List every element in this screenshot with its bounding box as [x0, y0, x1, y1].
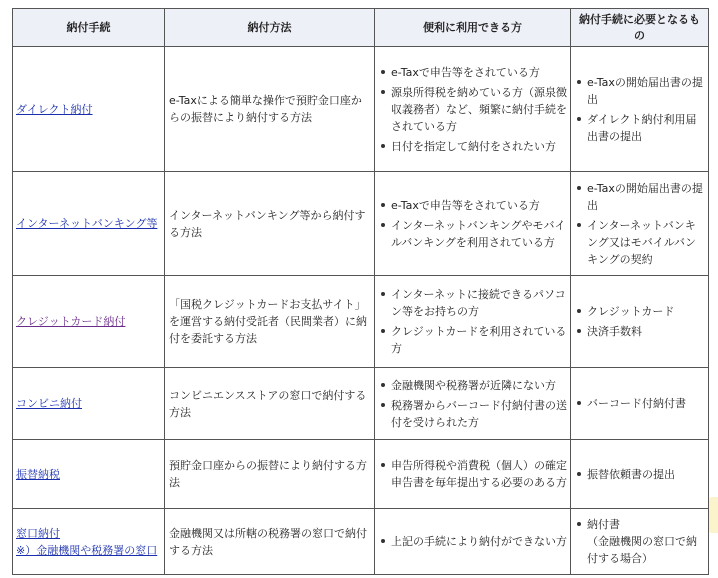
table-header-row [13, 9, 709, 47]
list-item: 振替依頼書の提出 [574, 466, 705, 483]
method-description: インターネットバンキング等から納付する方法 [165, 172, 375, 276]
list-item: ダイレクト納付利用届出書の提出 [574, 111, 705, 145]
list-item: 決済手数料 [574, 323, 705, 340]
procedure-cell [13, 47, 165, 172]
convenience-store-payment-link[interactable]: コンビニ納付 [16, 397, 82, 410]
procedure-cell [13, 509, 165, 575]
method-description: e-Taxによる簡単な操作で預貯金口座からの振替により納付する方法 [165, 47, 375, 172]
direct-payment-link[interactable]: ダイレクト納付 [16, 102, 93, 116]
requirements-cell [571, 47, 709, 172]
header-procedure: 納付手続 [13, 9, 165, 47]
suitable-for-cell [375, 47, 571, 172]
side-feedback-tab[interactable] [709, 497, 718, 533]
list-item: クレジットカードを利用されている方 [378, 323, 567, 357]
list-item: クレジットカード [574, 303, 705, 320]
requirements-cell [571, 172, 709, 276]
table-row-direct-payment [13, 47, 709, 172]
procedure-cell [13, 172, 165, 276]
account-transfer-link[interactable]: 振替納税 [16, 467, 60, 481]
list-item: 申告所得税や消費税（個人）の確定申告書を毎年提出する必要のある方 [378, 457, 567, 491]
list-item: 上記の手続により納付ができない方 [378, 533, 567, 550]
internet-banking-link[interactable]: インターネットバンキング等 [16, 217, 158, 230]
table-row-convenience-store [13, 368, 709, 440]
suitable-for-cell [375, 172, 571, 276]
procedure-cell [13, 368, 165, 440]
header-method: 納付方法 [165, 9, 375, 47]
list-item: 税務署からバーコード付納付書の送付を受けられた方 [378, 397, 567, 431]
list-item: e-Taxの開始届出書の提出 [574, 74, 705, 108]
table-row-internet-banking [13, 172, 709, 276]
method-description: 「国税クレジットカードお支払サイト」を運営する納付受託者（民間業者）に納付を委託する方法 [165, 276, 375, 368]
list-item: e-Taxで申告等をされている方 [378, 197, 567, 214]
payment-methods-table [12, 8, 709, 575]
counter-payment-link[interactable]: 窓口納付 [16, 526, 60, 540]
method-description: コンビニエンスストアの窓口で納付する方法 [165, 368, 375, 440]
method-description: 預貯金口座からの振替により納付する方法 [165, 440, 375, 509]
suitable-for-cell [375, 509, 571, 575]
credit-card-payment-link[interactable]: クレジットカード納付 [16, 315, 126, 328]
table-row-credit-card [13, 276, 709, 368]
list-item: 金融機関や税務署が近隣にない方 [378, 377, 567, 394]
suitable-for-cell [375, 368, 571, 440]
list-item: インターネットに接続できるパソコン等をお持ちの方 [378, 286, 567, 320]
suitable-for-cell [375, 440, 571, 509]
method-description: 金融機関又は所轄の税務署の窓口で納付する方法 [165, 509, 375, 575]
list-item: e-Taxで申告等をされている方 [378, 64, 567, 81]
requirements-cell [571, 276, 709, 368]
requirements-cell [571, 509, 709, 575]
list-item: 納付書 （金融機関の窓口で納付する場合） [574, 516, 705, 567]
list-item: インターネットバンキングやモバイルバンキングを利用されている方 [378, 217, 567, 251]
list-item: インターネットバンキング又はモバイルバンキングの契約 [574, 217, 705, 268]
suitable-for-cell [375, 276, 571, 368]
procedure-cell [13, 276, 165, 368]
list-item: 源泉所得税を納めている方（源泉徴収義務者）など、頻繁に納付手続をされている方 [378, 84, 567, 135]
list-item: バーコード付納付書 [574, 395, 705, 412]
list-item: e-Taxの開始届出書の提出 [574, 180, 705, 214]
header-requirements: 納付手続に必要となるもの [571, 9, 709, 47]
procedure-cell [13, 440, 165, 509]
list-item: 日付を指定して納付をされたい方 [378, 138, 567, 155]
counter-payment-note-link[interactable]: ※）金融機関や税務署の窓口 [16, 543, 158, 557]
table-row-counter-payment [13, 509, 709, 575]
table-row-account-transfer [13, 440, 709, 509]
requirements-cell [571, 440, 709, 509]
requirements-cell [571, 368, 709, 440]
header-suitable-for: 便利に利用できる方 [375, 9, 571, 47]
